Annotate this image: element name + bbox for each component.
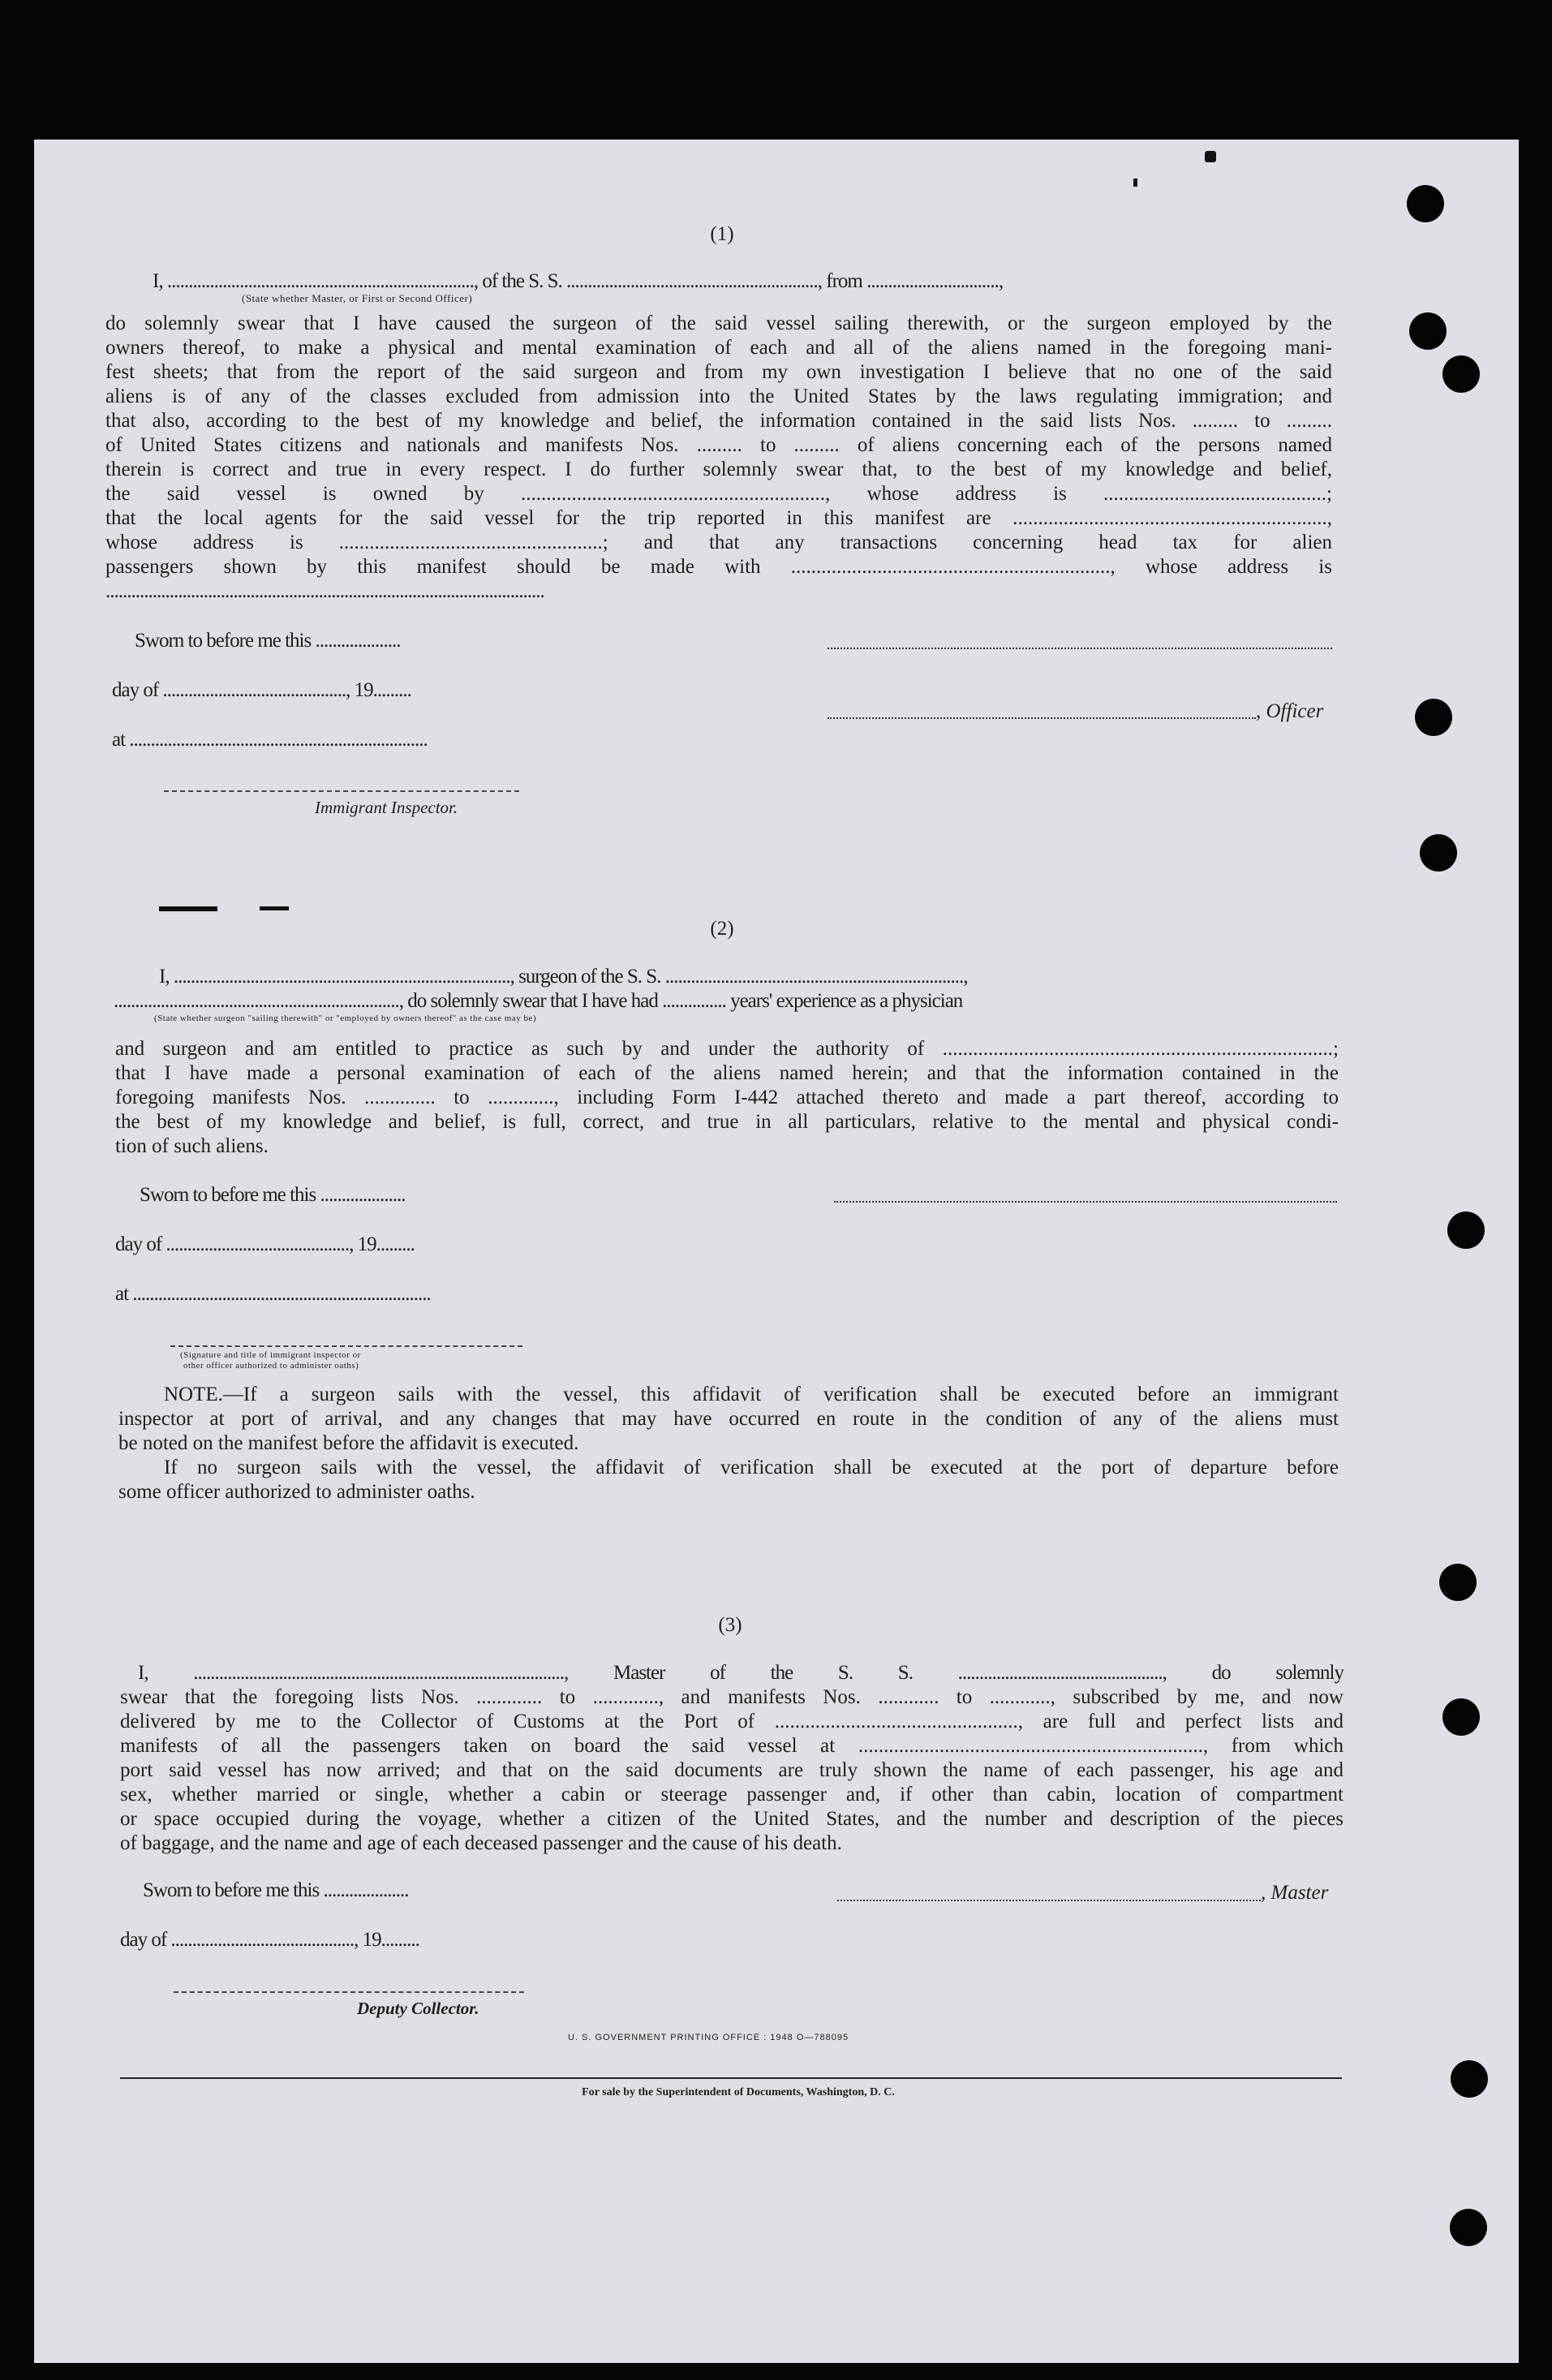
punch-hole [1442,355,1480,393]
section-1-line: of United States citizens and nationals and manifests Nos. ......... to ......... of aliens concerning each of the persons named [105,434,1332,456]
section-2-oath-line-1: I, ..............................................................................., surgeon of the S. S. ......................................................................, [159,966,968,988]
punch-hole [1451,2060,1488,2098]
section-3-number: (3) [718,1614,742,1636]
section-3-line: of baggage, and the name and age of each deceased passenger and the cause of his death. [120,1832,842,1854]
section-3-day: day of ..........................................., 19......... [120,1929,419,1951]
section-1-sworn: Sworn to before me this .................... [135,630,401,652]
section-3-line: swear that the foregoing lists Nos. ............. to ............., and manifests Nos. ............ to ............, subscribed by me, and now [120,1686,1343,1708]
punch-hole [1415,699,1452,736]
section-2-line: foregoing manifests Nos. .............. to ............., including Form I-442 attached thereto and made a part thereof, according to [115,1087,1339,1108]
section-3-collector-label: Deputy Collector. [357,1999,479,2018]
punch-hole [1450,2209,1487,2246]
section-2-note [118,1383,1339,1504]
note-line: inspector at port of arrival, and any changes that may have occurred en route in the condition of any of the aliens must [118,1408,1339,1430]
note-line: be noted on the manifest before the affidavit is executed. [118,1432,579,1454]
section-1-line: owners thereof, to make a physical and mental examination of each and all of the aliens named in the foregoing mani- [105,337,1332,359]
section-1-officer-note: (State whether Master, or First or Second Officer) [242,292,473,304]
section-1-line: that also, according to the best of my knowledge and belief, the information contained in the said lists Nos. ......... to ......... [105,410,1332,432]
section-2-signature-note-1: (Signature and title of immigrant inspector or [180,1350,361,1360]
ink-mark [1205,151,1216,162]
section-1-trailing-dots: ....................................................................................................... [105,580,544,602]
section-2-line: that I have made a personal examination of each of the aliens named herein; and that the information contained in the [115,1062,1339,1084]
section-2-line: and surgeon and am entitled to practice as such by and under the authority of .............................................................................; [115,1038,1339,1060]
section-1-body [105,312,1332,604]
section-2-body [115,1037,1339,1159]
punch-hole [1409,312,1447,350]
punch-hole [1439,1564,1477,1601]
section-1-oath-line: I, ........................................................................, of the S. S. ..........................................................., from ..............................., [153,270,1004,292]
section-1-line: do solemnly swear that I have caused the surgeon of the said vessel sailing therewith, or the surgeon employed by the [105,312,1332,334]
section-1-line: whose address is ....................................................; and that any transactions concerning head tax for alien [105,532,1332,553]
section-3-line: delivered by me to the Collector of Customs at the Port of ................................................, are full and perfect lists and [120,1711,1343,1732]
section-1-day: day of ..........................................., 19......... [112,679,411,701]
section-2-at: at ...................................................................... [115,1283,431,1305]
section-3-master-label: , Master [1261,1882,1329,1904]
section-1-line: aliens is of any of the classes excluded from admission into the United States by the laws regulating immigration; and [105,385,1332,407]
section-2-oath-line-2: ..................................................................., do solemnly swear that I have had ............... years' experience as a physician [114,990,963,1012]
section-1-inspector-label: Immigrant Inspector. [315,798,458,817]
section-3-sworn: Sworn to before me this .................... [143,1879,409,1901]
section-1-line: the said vessel is owned by ............................................................, whose address is ............................................; [105,483,1332,505]
section-1-line: passengers shown by this manifest should be made with ..............................................................., whose address is [105,556,1332,578]
section-2-line: tion of such aliens. [115,1135,269,1157]
note-line: If no surgeon sails with the vessel, the affidavit of verification shall be executed at the port of departure before [164,1457,1339,1478]
section-1-line: therein is correct and true in every respect. I do further solemnly swear that, to the best of my knowledge and belief, [105,458,1332,480]
section-2-sworn: Sworn to before me this .................... [140,1184,406,1206]
ink-mark [159,906,217,911]
section-3-line: or space occupied during the voyage, whether a citizen of the United States, and the number and description of the pieces [120,1808,1343,1830]
section-2-number: (2) [710,918,734,940]
section-1-line: fest sheets; that from the report of the said surgeon and from my own investigation I believe that no one of the said [105,361,1332,383]
section-1-officer-signature-line [828,648,1332,649]
note-line: some officer authorized to administer oaths. [118,1481,475,1503]
section-3-body [120,1661,1343,1856]
printing-office-imprint: U. S. GOVERNMENT PRINTING OFFICE : 1948 O—788095 [568,2033,849,2042]
section-2-inspector-signature-line [170,1345,522,1347]
section-2-line: the best of my knowledge and belief, is full, correct, and true in all particulars, relative to the mental and physical condi- [115,1111,1339,1133]
section-2-signature-note-2: other officer authorized to administer oaths) [183,1361,359,1371]
section-2-surgeon-note: (State whether surgeon "sailing therewith" or "employed by owners thereof" as the case may be) [154,1014,537,1023]
for-sale-notice: For sale by the Superintendent of Documents, Washington, D. C. [582,2086,895,2098]
section-3-line: port said vessel has now arrived; and that on the said documents are truly shown the name of each passenger, his age and [120,1759,1343,1781]
ink-mark [260,906,289,910]
ink-mark [1133,179,1137,187]
section-1-officer-label: , Officer [1256,700,1324,722]
section-3-master-signature-line [837,1900,1261,1901]
section-1-number: (1) [710,223,734,245]
section-1-line: that the local agents for the said vessel for the trip reported in this manifest are .............................................................., [105,507,1332,529]
note-line: NOTE.—If a surgeon sails with the vessel, this affidavit of verification shall be executed before an immigrant [164,1384,1339,1405]
section-3-line: sex, whether married or single, whether a cabin or steerage passenger and, if other than cabin, location of compartment [120,1784,1343,1805]
section-1-at: at ...................................................................... [112,729,428,751]
section-1-inspector-signature-line [164,790,519,792]
punch-hole [1420,834,1457,872]
punch-hole [1442,1698,1480,1736]
section-2-day: day of ..........................................., 19......... [115,1233,415,1255]
section-1-officer-name-line [828,717,1256,719]
section-2-surgeon-signature-line [834,1201,1337,1203]
punch-hole [1447,1212,1485,1249]
footer-rule [120,2077,1342,2079]
section-3-line: manifests of all the passengers taken on board the said vessel at ...................................................................., from which [120,1735,1343,1757]
section-3-collector-signature-line [174,1991,524,1993]
punch-hole [1407,185,1444,222]
section-3-line: I, ......................................................................................., Master of the S. S. ................................................, do solemnly [138,1662,1343,1684]
